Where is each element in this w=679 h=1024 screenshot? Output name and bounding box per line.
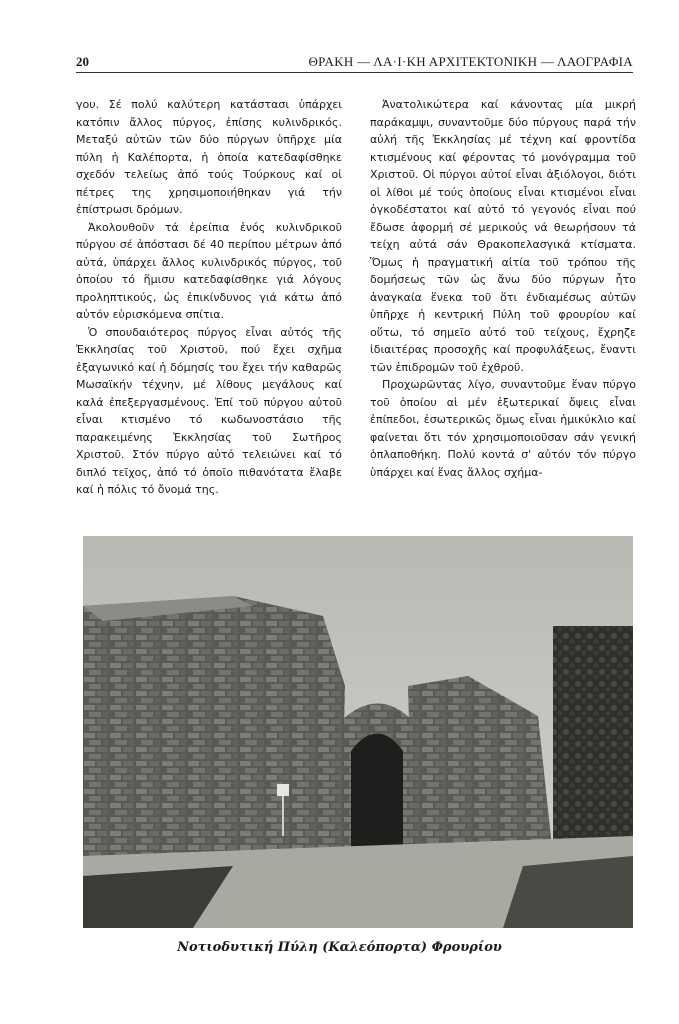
page-number: 20 xyxy=(76,54,89,69)
gate-photograph xyxy=(83,536,633,928)
page-header xyxy=(76,52,633,73)
photo-caption: Νοτιοδυτική Πύλη (Καλεόπορτα) Φρουρίου xyxy=(177,940,502,955)
running-head: ΘΡΑΚΗ — ΛΑ·Ι·ΚΗ ΑΡΧΙΤΕΚΤΟΝΙΚΗ — ΛΑΟΓΡΑΦΙΑ xyxy=(308,54,633,69)
paragraph: Ὁ σπουδαιότερος πύργος εἶναι αὐτός τῆς Ἐκκλησίας τοῦ Χριστοῦ, πού ἔχει σχῆμα ἑξαγωνικό καί ἡ δόμησίς του ἔχει τήν καθαρῶς Μωσαϊκήν τέχνην, μέ λίθους μεγάλους καί καλά ἐπεξεργασμένους. Ἐπί τοῦ πύργου αὐτοῦ εἶναι κτισμένο τό κωδωνοστάσιο τῆς παρακειμένης Ἐκκλησίας τοῦ Σωτῆρος Χριστοῦ. Στόν πύργο αὐτό τελειώνει καί τό διπλό τεῖχος, ἀπό τό ὁποῖο πιθανότατα ἔλαβε καί ἡ πόλις τό ὄνομά της. xyxy=(76,325,342,496)
paragraph: Ἀνατολικώτερα καί κάνοντας μία μικρή παράκαμψι, συναντοῦμε δύο πύργους παρά τήν αὐλή τῆς Ἐκκλησίας μέ τέχνη καί φροντίδα κτισμένους καί φέροντας τό μονόγραμμα τοῦ Χριστοῦ. Οἱ πύργοι αὐτοί εἶναι ἀξιόλογοι, διότι οἱ λίθοι μέ τούς ὁποίους εἶναι κτισμένοι εἶναι ὀγκοδέστατοι καί αὐτό τό γεγονός εἶναι πού ἔδωσε ἀφορμή σέ μερικούς νά θεωρήσουν τά τείχη αὐτά σάν Θρακοπελασγικά κτίσματα. Ὅμως ἡ πραγματική αἰτία τοῦ τρόπου τῆς δομήσεως τῶν ὡς ἄνω δύο πύργων ἦτο ἀναγκαία ἕνεκα τοῦ ὅτι ἐνδιαμέσως αὐτῶν ὑπῆρχε ἡ κεντρική Πύλη τοῦ φρουρίου καί οὕτω, τό σημεῖο αὐτό τοῦ τείχους, ἔχρηζε ἰδιαιτέρας προσοχῆς καί προφυλάξεως, ἔναντι τῶν ἐπιδρομῶν τοῦ ἐχθροῦ. xyxy=(370,98,636,374)
paragraph: γου. Σέ πολύ καλύτερη κατάστασι ὑπάρχει κατόπιν ἄλλος πύργος, ἐπίσης κυλινδρικός. Μεταξύ αὐτῶν τῶν δύο πύργων ὑπῆρχε μία πύλη ἡ Καλέπορτα, ἡ ὁποία κατεδαφίσθηκε σχεδόν τελείως ἀπό τούς Τούρκους καί οἱ πέτρες της χρησιμοποιήθηκαν γιά τήν ἐπίστρωσι δρόμων. xyxy=(76,98,342,216)
left-column xyxy=(76,96,342,499)
right-column xyxy=(370,96,636,481)
paragraph: Προχωρῶντας λίγο, συναντοῦμε ἕναν πύργο τοῦ ὁποίου αἱ μέν ἐξωτερικαί ὄψεις εἶναι ἐπίπεδοι, ἐσωτερικῶς ὅμως εἶναι ἡμικύκλιο καί φαίνεται ὅτι τόν χρησιμοποιοῦσαν σάν γενική ὁπλαποθήκη. Πολύ κοντά σ' αὐτόν τόν πύργο ὑπάρχει καί ἕνας ἄλλος σχήμα- xyxy=(370,378,636,479)
paragraph: Ἀκολουθοῦν τά ἐρείπια ἑνός κυλινδρικοῦ πύργου σέ ἀπόστασι δέ 40 περίπου μέτρων ἀπό αὐτά, ὑπάρχει ἄλλος κυλινδρικός πύργος, τοῦ ὁποίου τό ἥμισυ κατεδαφίσθηκε γιά λόγους προληπτικούς, ὡς ἐπικίνδυνος γιά κάτω ἀπό αὐτόν εὑρισκόμενα σπίτια. xyxy=(76,220,342,321)
